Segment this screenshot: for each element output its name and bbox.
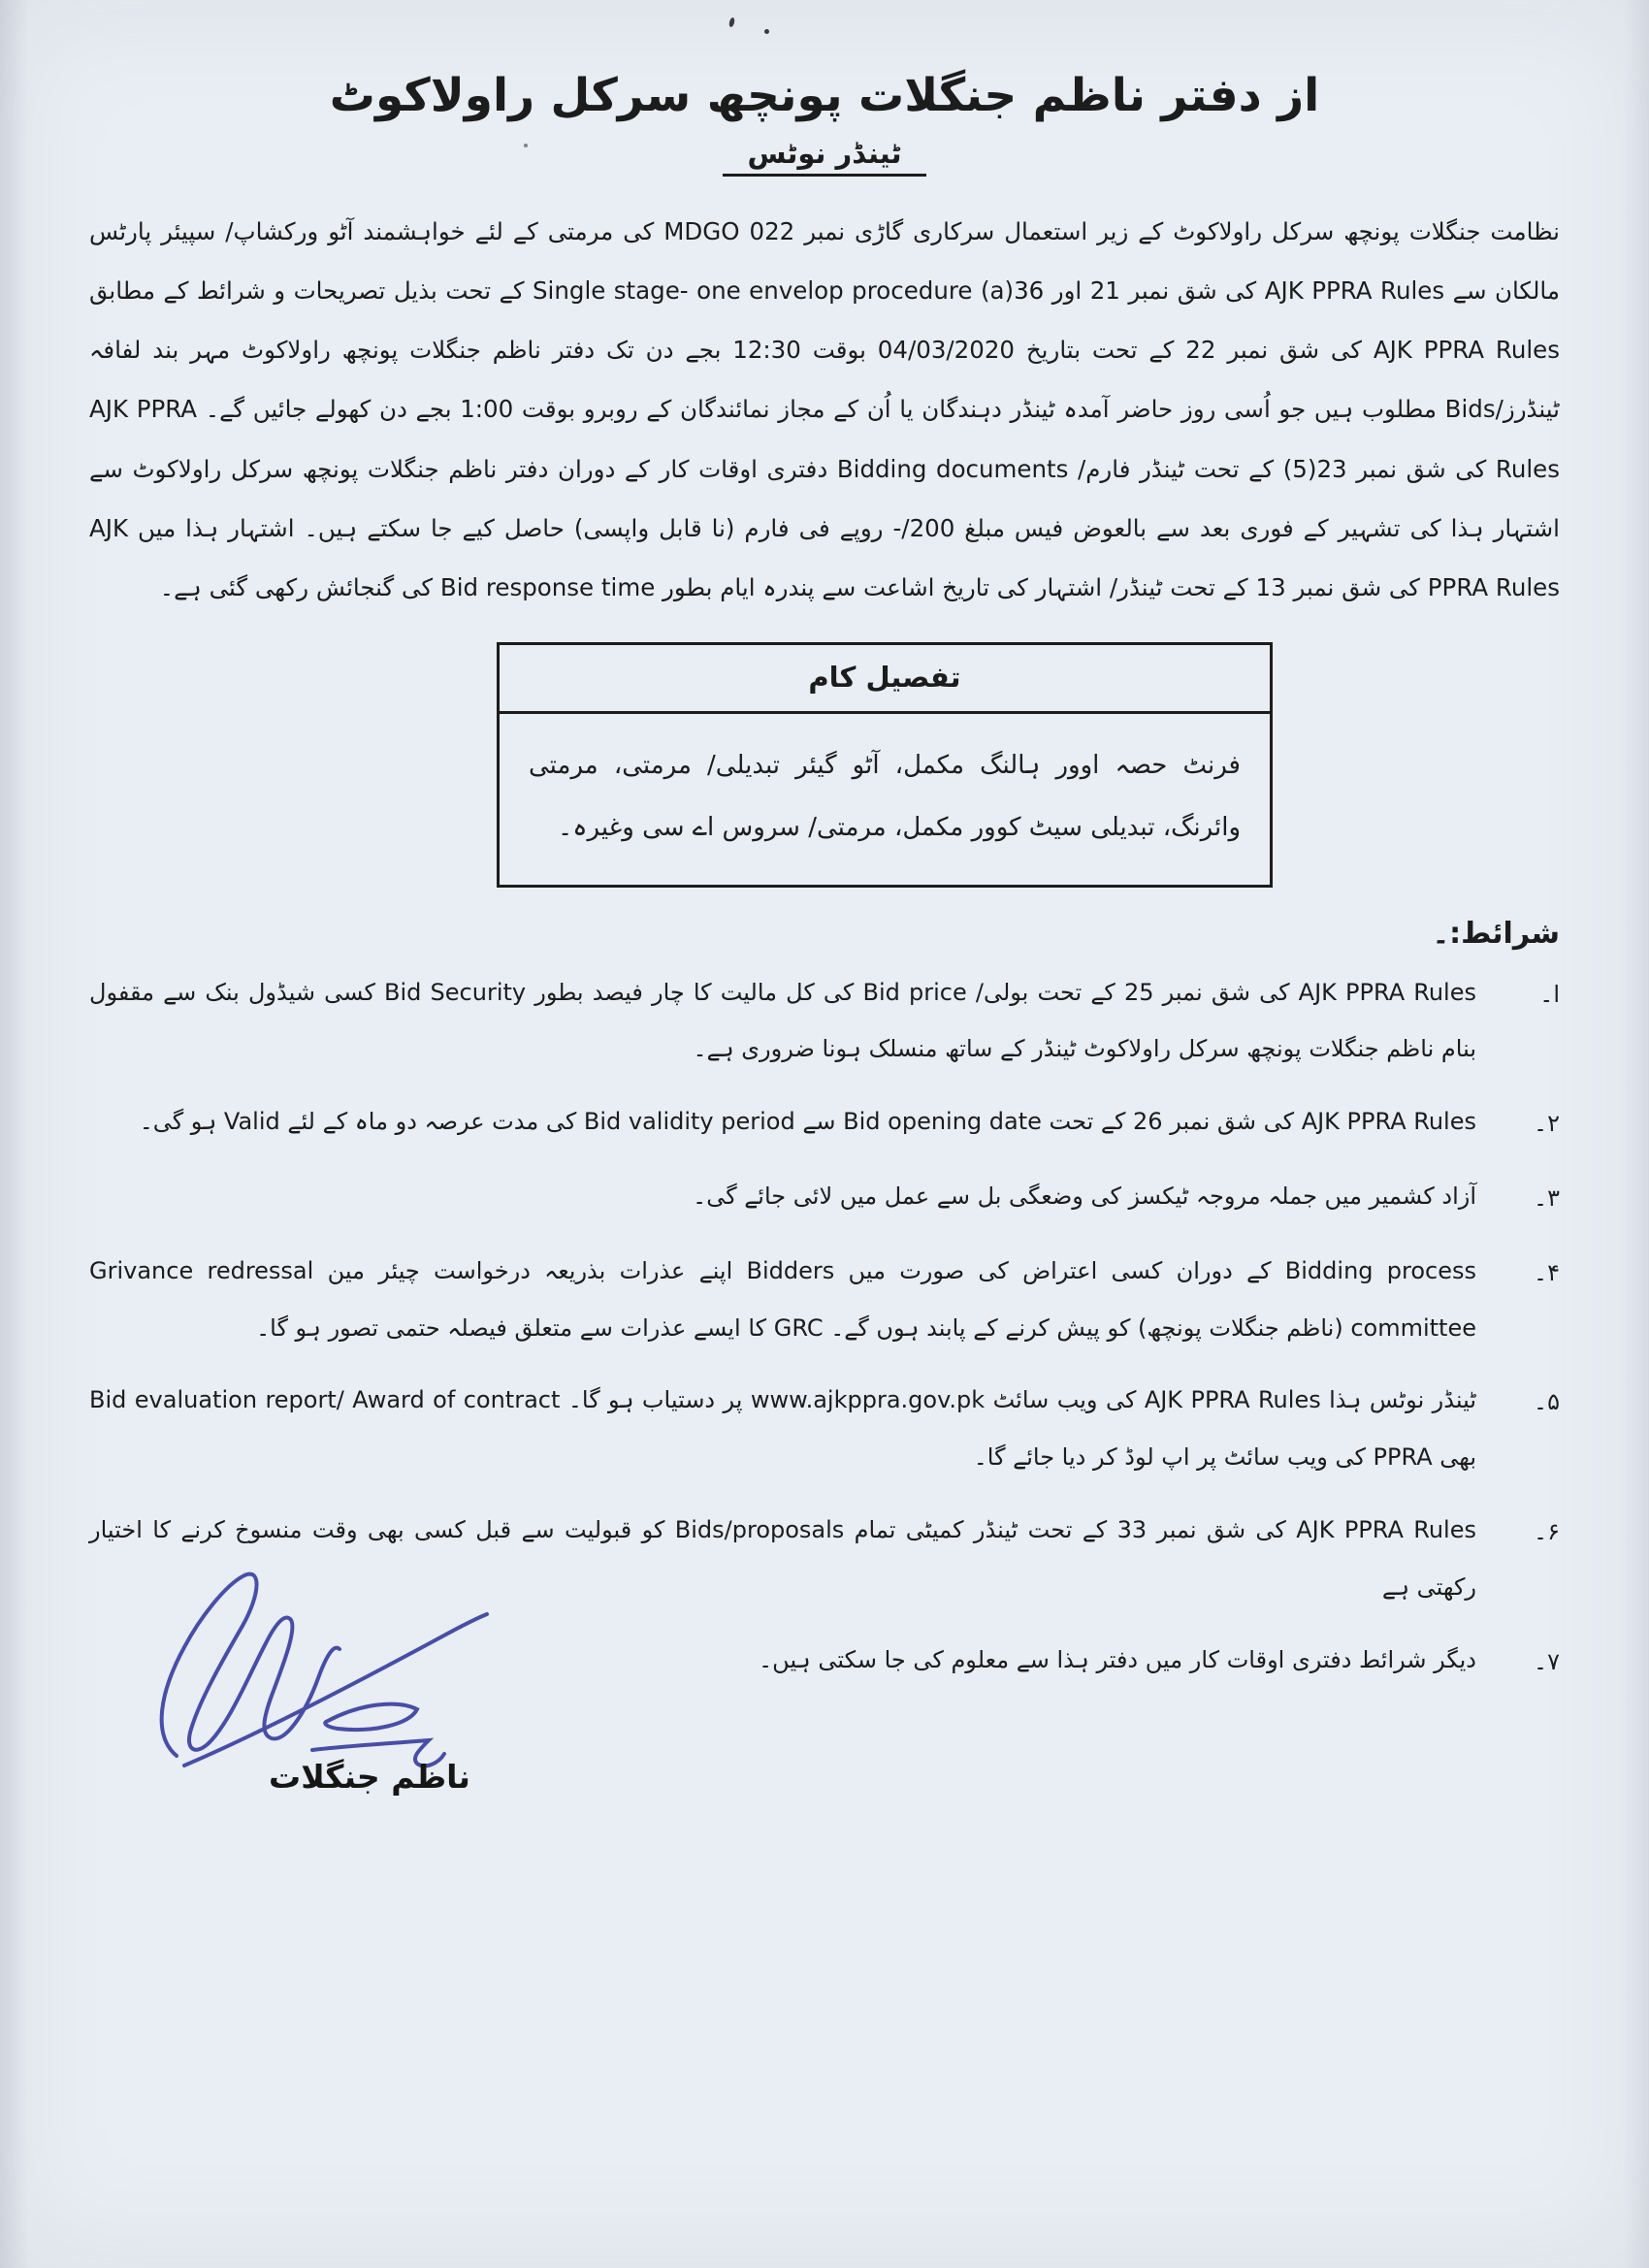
work-details-table [497,642,1273,887]
condition-item-2 [89,1093,1560,1152]
condition-text: آزاد کشمیر میں جملہ مروجہ ٹیکسز کی وضعگی بل سے عمل میں لائی جائے گی۔ [693,1183,1476,1211]
table-row [499,713,1272,886]
condition-number: ۶۔ [1534,1518,1560,1545]
page-title: از دفتر ناظم جنگلات پونچھ سرکل راولاکوٹ [329,69,1320,122]
condition-number: ۷۔ [1534,1647,1560,1675]
condition-text: ٹینڈر نوٹس ہذا AJK PPRA Rules کی ویب سائٹ www.ajkppra.gov.pk پر دستیاب ہو گا۔ Bid evaluation report/ Award of contract بھی PPRA کی ویب سائٹ پر اپ لوڈ کر دیا جائے گا۔ [89,1386,1477,1472]
signature-ink-icon [83,1548,530,1791]
condition-number: ۳۔ [1534,1184,1560,1213]
condition-text: AJK PPRA Rules کی شق نمبر 26 کے تحت Bid opening date سے Bid validity period کی مدت عرصہ دو ماہ کے لئے Valid ہو گی۔ [139,1108,1476,1136]
table-header-row [499,644,1272,713]
conditions-heading: شرائط:۔ [1432,916,1560,951]
condition-text: AJK PPRA Rules کی شق نمبر 33 کے تحت ٹینڈر کمیٹی تمام Bids/proposals کو قبولیت سے قبل کسی بھی وقت منسوخ کرنے کا اختیار رکھتی ہے [89,1516,1476,1601]
condition-text: AJK PPRA Rules کی شق نمبر 25 کے تحت بولی/ Bid price کی کل مالیت کا چار فیصد بطور Bid Security کسی شیڈول بنک سے مقفول بنام ناظم جنگلات پونچھ سرکل راولاکوٹ ٹینڈر کے ساتھ منسلک ہونا ضروری ہے۔ [89,978,1476,1063]
condition-text: دیگر شرائط دفتری اوقات کار میں دفتر ہذا سے معلوم کی جا سکتی ہیں۔ [759,1645,1476,1673]
condition-text: Bidding process کے دوران کسی اعتراض کی صورت میں Bidders اپنے عذرات بذریعہ درخواست چیئر مین Grivance redressal committee (ناظم جنگلات پونچھ) کو پیش کرنے کے پابند ہوں گے۔ GRC کا ایسے عذرات سے متعلق فیصلہ حتمی تصور ہو گا۔ [89,1256,1477,1342]
scan-artifact [728,17,735,28]
scan-artifact [524,144,528,147]
scan-artifact [764,29,769,34]
condition-item-1 [89,964,1560,1079]
condition-item-3 [89,1168,1560,1227]
signatory-title: ناظم جنگلات [269,1758,470,1796]
condition-item-4 [89,1243,1560,1357]
condition-item-5 [89,1372,1560,1486]
condition-number: ۵۔ [1534,1388,1560,1416]
page-subtitle: ٹینڈر نوٹس [723,137,926,177]
work-table-header: تفصیل کام [499,644,1272,713]
signature-block [83,1548,530,1839]
work-table-cell: فرنٹ حصہ اوور ہالنگ مکمل، آٹو گیئر تبدیلی/ مرمتی، مرمتی وائرنگ، تبدیلی سیٹ کوور مکمل، مرمتی/ سروس اے سی وغیرہ۔ [499,713,1272,886]
condition-number: ۲۔ [1534,1110,1560,1138]
condition-number: ا۔ [1539,980,1560,1008]
intro-paragraph: نظامت جنگلات پونچھ سرکل راولاکوٹ کے زیر استعمال سرکاری گاڑی نمبر MDGO 022 کی مرمتی کے لئے خواہشمند آٹو ورکشاپ/ سپیئر پارٹس مالکان سے AJK PPRA Rules کی شق نمبر 21 اور 36(a) Single stage- one envelop procedure کے تحت بذیل تصریحات و شرائط کے مطابق AJK PPRA Rules کی شق نمبر 22 کے تحت بتاریخ 04/03/2020 بوقت 12:30 بجے دن تک دفتر ناظم جنگلات پونچھ راولاکوٹ مہر بند لفافہ ٹینڈرز/Bids مطلوب ہیں جو اُسی روز حاضر آمدہ ٹینڈر دہندگان یا اُن کے مجاز نمائندگان کے روبرو بوقت 1:00 بجے دن کھولے جائیں گے۔ AJK PPRA Rules کی شق نمبر 23(5) کے تحت ٹینڈر فارم/ Bidding documents دفتری اوقات کار کے دوران دفتر ناظم جنگلات پونچھ سرکل راولاکوٹ سے اشتہار ہذا کی تشہیر کے فوری بعد سے بالعوض فیس مبلغ 200/- روپے فی فارم (نا قابل واپسی) حاصل کیے جا سکتے ہیں۔ اشتہار ہذا میں AJK PPRA Rules کی شق نمبر 13 کے تحت ٹینڈر/ اشتہار کی تاریخ اشاعت سے پندرہ ایام بطور Bid response time کی گنجائش رکھی گئی ہے۔ [89,216,1561,601]
condition-number: ۴۔ [1534,1258,1560,1286]
